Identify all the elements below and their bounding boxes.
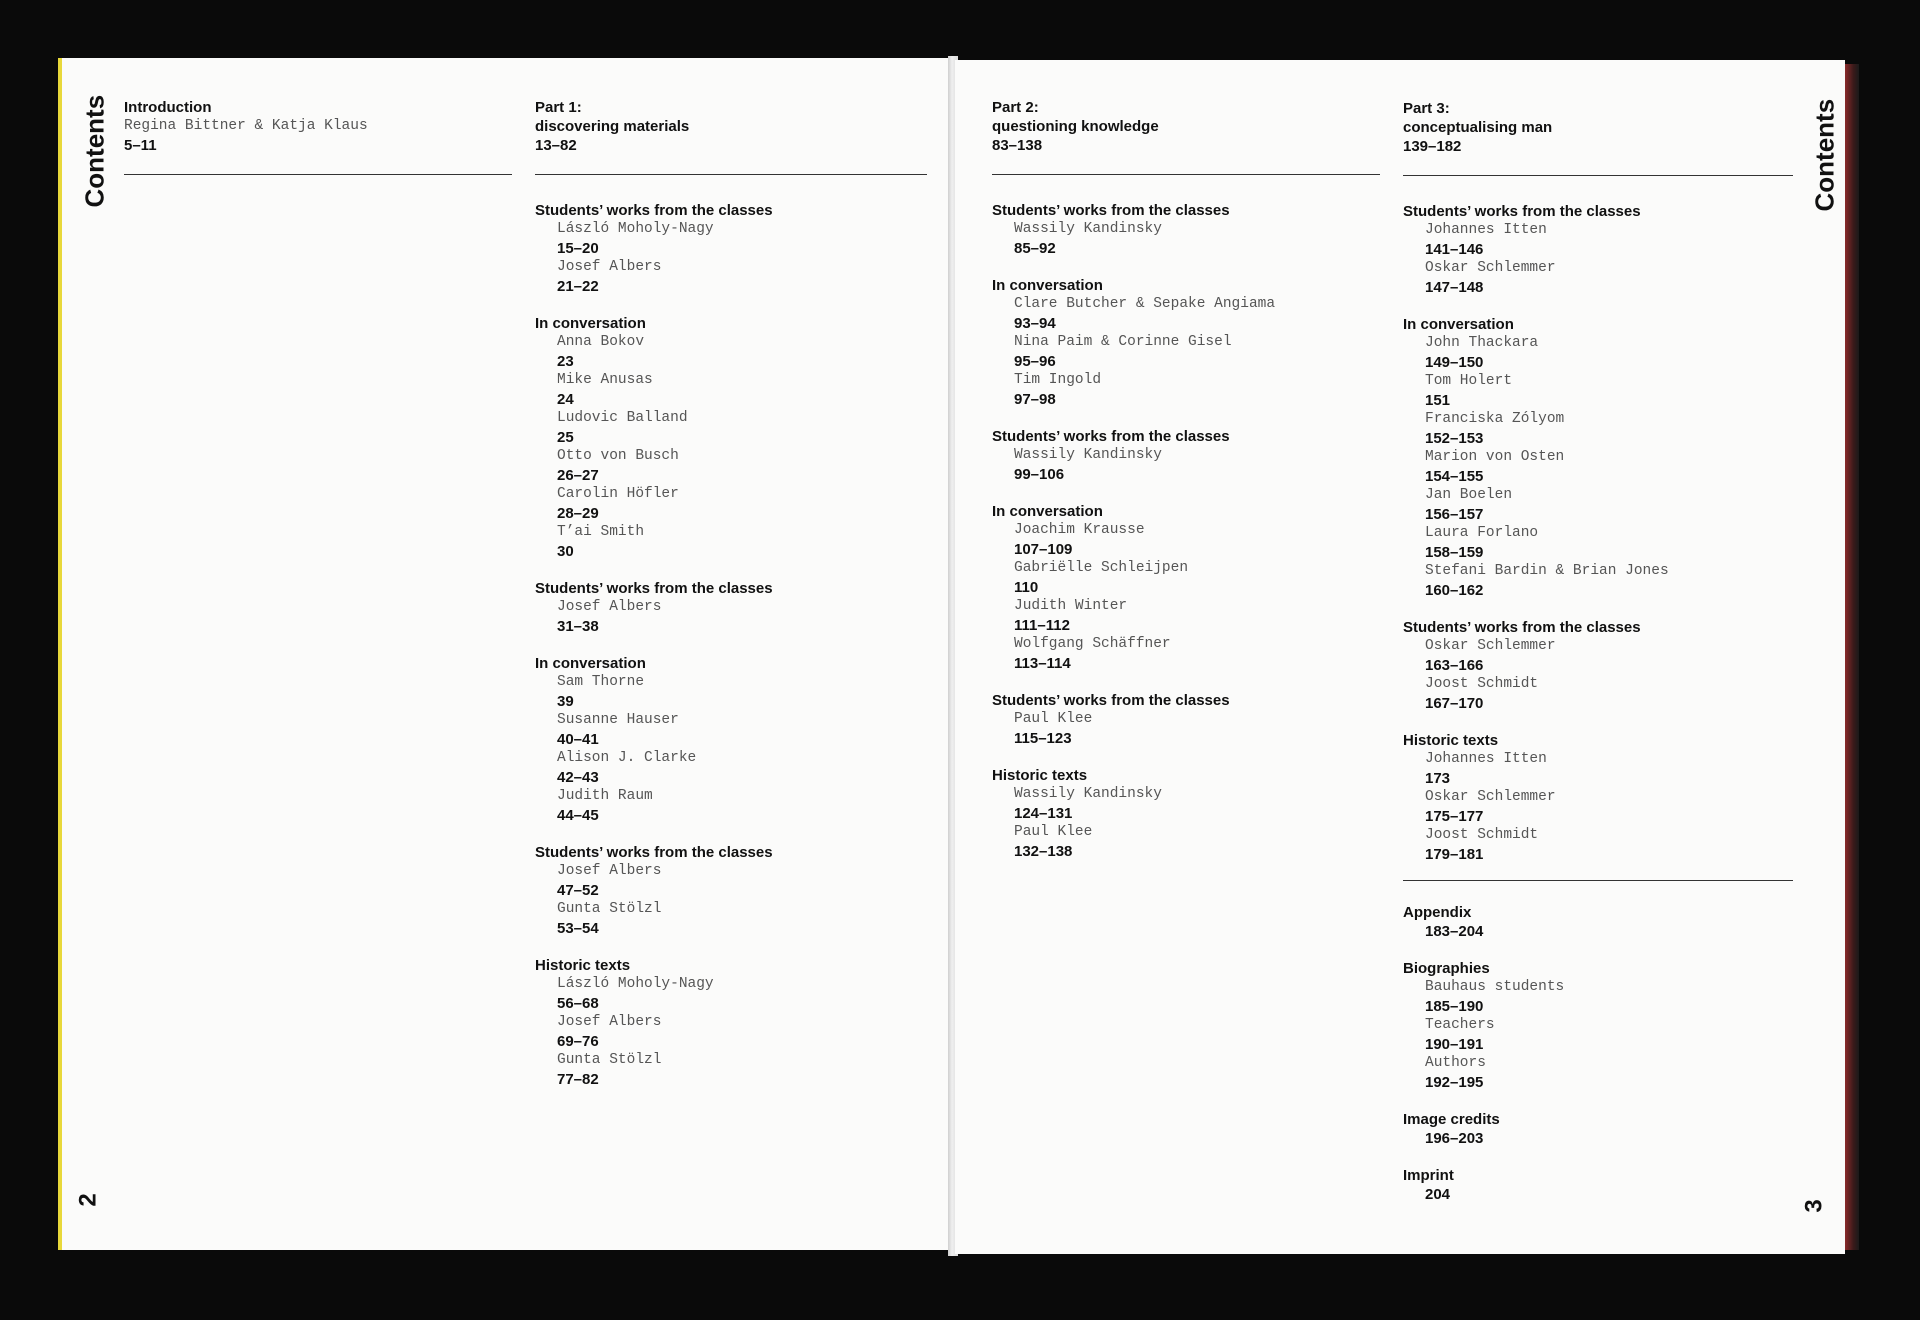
toc-entry-pages: 23 [557, 353, 574, 370]
toc-group [1403, 618, 1793, 713]
toc-entry-pages: 39 [557, 693, 574, 710]
toc-group [535, 956, 927, 1089]
toc-entry-name: Otto von Busch [557, 448, 679, 464]
toc-entry [992, 333, 1380, 371]
toc-entry-name: Oskar Schlemmer [1425, 260, 1556, 276]
toc-entry-pages: 179–181 [1425, 846, 1484, 863]
intro-author: Regina Bittner & Katja Klaus [124, 118, 368, 134]
toc-entry [535, 900, 927, 938]
toc-entry-pages: 93–94 [1014, 315, 1056, 332]
toc-entry [1403, 750, 1793, 788]
intro-pages: 5–11 [124, 137, 157, 154]
part1-label: Part 1: [535, 99, 582, 116]
toc-entry-pages: 77–82 [557, 1071, 599, 1088]
toc-entry-name: László Moholy-Nagy [557, 976, 714, 992]
toc-entry [535, 523, 927, 561]
toc-entry-name: Alison J. Clarke [557, 750, 697, 766]
toc-group [992, 276, 1380, 409]
right-folio: 3 [1800, 1199, 1828, 1213]
toc-group [992, 691, 1380, 748]
toc-entry-pages: 196–203 [1425, 1130, 1484, 1147]
toc-entry [1403, 675, 1793, 713]
part1-rule [535, 174, 927, 175]
part1-pages: 13–82 [535, 137, 577, 154]
toc-group-heading: In conversation [1403, 316, 1514, 333]
toc-entry [1403, 486, 1793, 524]
toc-entry [535, 1013, 927, 1051]
part1-column [535, 98, 927, 1107]
toc-group-heading: In conversation [535, 315, 646, 332]
toc-entry-pages: 85–92 [1014, 240, 1056, 257]
toc-entry-pages: 99–106 [1014, 466, 1065, 483]
part2-title: questioning knowledge [992, 118, 1159, 135]
part1-groups [535, 201, 927, 1089]
toc-group-heading: In conversation [992, 503, 1103, 520]
appendix-groups [1403, 903, 1793, 1204]
toc-entry [992, 446, 1380, 484]
intro-heading: Introduction [124, 99, 212, 116]
toc-entry-name: Josef Albers [557, 599, 662, 615]
toc-entry [992, 785, 1380, 823]
toc-entry [535, 711, 927, 749]
toc-entry-pages: 132–138 [1014, 843, 1073, 860]
toc-group [535, 579, 927, 636]
toc-entry-pages: 152–153 [1425, 430, 1484, 447]
toc-entry-name: Josef Albers [557, 1014, 662, 1030]
toc-entry [1403, 1185, 1793, 1204]
toc-entry [992, 521, 1380, 559]
toc-group-heading: Students’ works from the classes [1403, 619, 1641, 636]
toc-entry-pages: 42–43 [557, 769, 599, 786]
toc-entry-pages: 95–96 [1014, 353, 1056, 370]
toc-entry-pages: 40–41 [557, 731, 599, 748]
toc-entry-pages: 183–204 [1425, 923, 1484, 940]
appendix-rule [1403, 880, 1793, 881]
toc-entry-name: Anna Bokov [557, 334, 645, 350]
toc-entry [535, 598, 927, 636]
toc-group-heading: Students’ works from the classes [535, 202, 773, 219]
toc-entry-name: Laura Forlano [1425, 525, 1539, 541]
toc-entry-name: Oskar Schlemmer [1425, 789, 1556, 805]
toc-entry [535, 258, 927, 296]
toc-group [1403, 903, 1793, 941]
toc-entry [535, 333, 927, 371]
toc-entry-pages: 147–148 [1425, 279, 1484, 296]
toc-entry [535, 447, 927, 485]
toc-group [1403, 731, 1793, 864]
toc-entry [1403, 978, 1793, 1016]
toc-group [1403, 202, 1793, 297]
toc-entry-pages: 31–38 [557, 618, 599, 635]
toc-group [992, 766, 1380, 861]
toc-entry [992, 295, 1380, 333]
toc-entry-pages: 47–52 [557, 882, 599, 899]
toc-entry [1403, 524, 1793, 562]
left-folio: 2 [74, 1193, 102, 1207]
toc-entry-name: Paul Klee [1014, 711, 1093, 727]
toc-entry-name: László Moholy-Nagy [557, 221, 714, 237]
toc-entry [535, 485, 927, 523]
toc-entry [992, 635, 1380, 673]
toc-group [1403, 1110, 1793, 1148]
toc-entry-name: Johannes Itten [1425, 222, 1547, 238]
toc-group [992, 427, 1380, 484]
toc-entry-pages: 163–166 [1425, 657, 1484, 674]
toc-entry-name: Wassily Kandinsky [1014, 786, 1162, 802]
toc-entry-pages: 151 [1425, 392, 1451, 409]
toc-entry [1403, 922, 1793, 941]
toc-entry-pages: 160–162 [1425, 582, 1484, 599]
toc-entry [992, 371, 1380, 409]
toc-entry [1403, 334, 1793, 372]
toc-entry [992, 220, 1380, 258]
toc-group-heading: Students’ works from the classes [992, 692, 1230, 709]
toc-group-heading: Students’ works from the classes [535, 844, 773, 861]
toc-entry-pages: 24 [557, 391, 574, 408]
toc-group [535, 654, 927, 825]
toc-entry-pages: 28–29 [557, 505, 599, 522]
toc-group-heading: Students’ works from the classes [1403, 203, 1641, 220]
toc-entry-pages: 44–45 [557, 807, 599, 824]
toc-entry-name: Paul Klee [1014, 824, 1093, 840]
toc-entry [992, 559, 1380, 597]
toc-entry-name: Marion von Osten [1425, 449, 1565, 465]
toc-group-heading: In conversation [992, 277, 1103, 294]
toc-group-heading: Image credits [1403, 1111, 1500, 1128]
part3-label: Part 3: [1403, 100, 1450, 117]
part2-rule [992, 174, 1380, 175]
toc-entry-pages: 141–146 [1425, 241, 1484, 258]
part2-pages: 83–138 [992, 137, 1043, 154]
toc-entry-name: T’ai Smith [557, 524, 645, 540]
toc-entry [1403, 637, 1793, 675]
toc-entry-pages: 204 [1425, 1186, 1451, 1203]
toc-entry-pages: 156–157 [1425, 506, 1484, 523]
toc-entry-name: Gunta Stölzl [557, 901, 662, 917]
toc-group [1403, 315, 1793, 600]
toc-entry-pages: 30 [557, 543, 574, 560]
toc-entry-name: Joachim Krausse [1014, 522, 1145, 538]
toc-group [535, 843, 927, 938]
toc-entry [1403, 410, 1793, 448]
part3-groups [1403, 202, 1793, 864]
part2-label: Part 2: [992, 99, 1039, 116]
toc-group-heading: Appendix [1403, 904, 1472, 921]
toc-entry-name: Josef Albers [557, 259, 662, 275]
toc-entry [1403, 562, 1793, 600]
toc-entry [992, 710, 1380, 748]
toc-entry-pages: 192–195 [1425, 1074, 1484, 1091]
part3-pages: 139–182 [1403, 138, 1462, 155]
toc-entry-pages: 107–109 [1014, 541, 1073, 558]
toc-group-heading: Historic texts [1403, 732, 1499, 749]
right-vertical-title: Contents [1809, 98, 1840, 212]
toc-entry [992, 597, 1380, 635]
toc-entry [535, 409, 927, 447]
toc-group-heading: Students’ works from the classes [992, 428, 1230, 445]
toc-entry-name: Wolfgang Schäffner [1014, 636, 1171, 652]
toc-group-heading: Biographies [1403, 960, 1490, 977]
toc-entry-pages: 190–191 [1425, 1036, 1484, 1053]
right-page-edge [1845, 64, 1859, 1250]
toc-entry-pages: 154–155 [1425, 468, 1484, 485]
toc-entry [535, 220, 927, 258]
toc-entry [1403, 372, 1793, 410]
toc-entry-pages: 158–159 [1425, 544, 1484, 561]
toc-entry-pages: 21–22 [557, 278, 599, 295]
part2-column [992, 98, 1380, 879]
part3-rule [1403, 175, 1793, 176]
toc-entry-pages: 25 [557, 429, 574, 446]
toc-group-heading: In conversation [535, 655, 646, 672]
toc-entry-name: Teachers [1425, 1017, 1495, 1033]
toc-entry-pages: 53–54 [557, 920, 599, 937]
intro-rule [124, 174, 512, 175]
toc-entry [1403, 826, 1793, 864]
toc-entry-pages: 111–112 [1014, 617, 1070, 634]
toc-entry-pages: 115–123 [1014, 730, 1072, 747]
toc-entry-name: Judith Raum [557, 788, 653, 804]
toc-group-heading: Imprint [1403, 1167, 1454, 1184]
left-vertical-title: Contents [79, 94, 110, 208]
toc-entry-name: Oskar Schlemmer [1425, 638, 1556, 654]
part3-title: conceptualising man [1403, 119, 1553, 136]
toc-entry-name: Ludovic Balland [557, 410, 688, 426]
toc-entry-name: Judith Winter [1014, 598, 1128, 614]
toc-entry-name: Josef Albers [557, 863, 662, 879]
toc-entry [535, 371, 927, 409]
toc-entry-pages: 15–20 [557, 240, 599, 257]
toc-entry [535, 975, 927, 1013]
part1-title: discovering materials [535, 118, 690, 135]
toc-entry-pages: 56–68 [557, 995, 599, 1012]
toc-entry [1403, 259, 1793, 297]
toc-entry-name: Wassily Kandinsky [1014, 221, 1162, 237]
toc-entry-name: Susanne Hauser [557, 712, 679, 728]
toc-entry [535, 673, 927, 711]
toc-entry-pages: 185–190 [1425, 998, 1484, 1015]
toc-entry-name: Bauhaus students [1425, 979, 1565, 995]
toc-entry [1403, 788, 1793, 826]
toc-entry-pages: 26–27 [557, 467, 599, 484]
toc-entry-pages: 97–98 [1014, 391, 1056, 408]
toc-group [992, 502, 1380, 673]
toc-entry-name: Gabriëlle Schleijpen [1014, 560, 1189, 576]
toc-entry [535, 1051, 927, 1089]
toc-group [1403, 1166, 1793, 1204]
toc-entry-name: Stefani Bardin & Brian Jones [1425, 563, 1669, 579]
toc-entry-name: Wassily Kandinsky [1014, 447, 1162, 463]
toc-entry-pages: 124–131 [1014, 805, 1073, 822]
toc-entry [535, 862, 927, 900]
toc-entry [535, 749, 927, 787]
part2-groups [992, 201, 1380, 861]
toc-entry-name: Joost Schmidt [1425, 827, 1539, 843]
toc-group-heading: Students’ works from the classes [535, 580, 773, 597]
toc-entry-pages: 110 [1014, 579, 1039, 596]
toc-entry [535, 787, 927, 825]
toc-entry-name: Authors [1425, 1055, 1486, 1071]
toc-entry-pages: 173 [1425, 770, 1451, 787]
toc-group [535, 314, 927, 561]
toc-group [535, 201, 927, 296]
toc-group [1403, 959, 1793, 1092]
intro-column [124, 98, 512, 201]
toc-entry-pages: 113–114 [1014, 655, 1071, 672]
toc-entry-name: Franciska Zólyom [1425, 411, 1565, 427]
toc-entry-name: Johannes Itten [1425, 751, 1547, 767]
toc-entry [1403, 1129, 1793, 1148]
toc-entry [1403, 1016, 1793, 1054]
toc-entry-name: Sam Thorne [557, 674, 645, 690]
toc-group-heading: Students’ works from the classes [992, 202, 1230, 219]
toc-entry-name: Tim Ingold [1014, 372, 1102, 388]
toc-entry-name: Mike Anusas [557, 372, 653, 388]
toc-entry-name: Tom Holert [1425, 373, 1513, 389]
toc-entry [992, 823, 1380, 861]
toc-group-heading: Historic texts [535, 957, 631, 974]
toc-entry-name: Carolin Höfler [557, 486, 679, 502]
part3-column [1403, 99, 1793, 1222]
toc-entry-name: Gunta Stölzl [557, 1052, 662, 1068]
toc-group [992, 201, 1380, 258]
toc-entry [1403, 448, 1793, 486]
toc-entry-name: Jan Boelen [1425, 487, 1513, 503]
toc-entry-name: Joost Schmidt [1425, 676, 1539, 692]
toc-entry-pages: 167–170 [1425, 695, 1484, 712]
toc-entry [1403, 221, 1793, 259]
toc-entry-pages: 175–177 [1425, 808, 1484, 825]
toc-entry-pages: 69–76 [557, 1033, 599, 1050]
toc-entry-pages: 149–150 [1425, 354, 1484, 371]
toc-entry [1403, 1054, 1793, 1092]
toc-group-heading: Historic texts [992, 767, 1088, 784]
toc-entry-name: John Thackara [1425, 335, 1539, 351]
toc-entry-name: Clare Butcher & Sepake Angiama [1014, 296, 1276, 312]
toc-entry-name: Nina Paim & Corinne Gisel [1014, 334, 1232, 350]
